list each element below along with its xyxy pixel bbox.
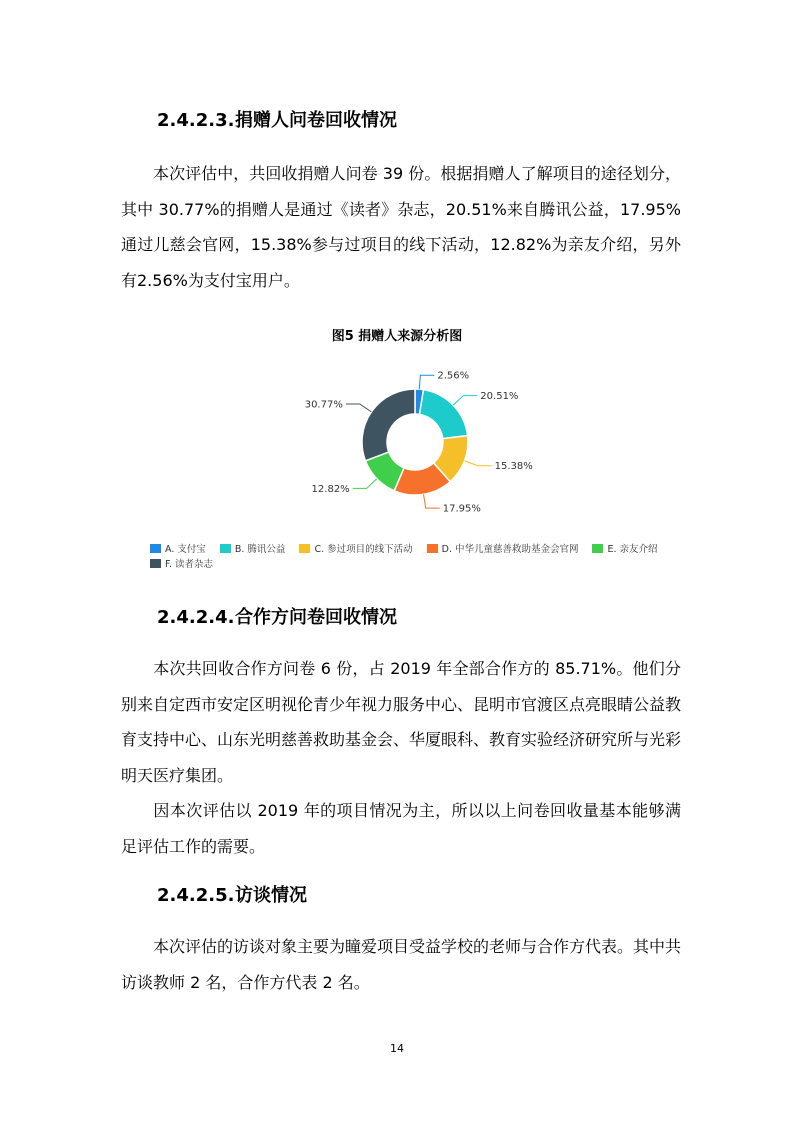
section-heading-2424	[157, 603, 397, 629]
legend-label: E. 亲友介绍	[607, 544, 658, 555]
figure-title: 图5 捐赠人来源分析图	[331, 329, 463, 344]
section-heading-2425	[157, 881, 307, 907]
section-title: 访谈情况	[235, 885, 307, 906]
section-title: 捐赠人问卷回收情况	[235, 110, 397, 131]
donut-slice	[419, 390, 467, 439]
slice-label: 17.95%	[442, 503, 481, 515]
legend-item	[427, 542, 579, 557]
slice-leader-line	[346, 404, 372, 412]
legend-swatch	[150, 544, 161, 553]
slice-leader-line	[453, 396, 477, 406]
slice-leader-line	[424, 494, 440, 508]
legend-label: D. 中华儿童慈善救助基金会官网	[441, 544, 579, 555]
partner-paragraph-2	[121, 793, 681, 864]
slice-label: 20.51%	[480, 391, 519, 403]
legend-item	[150, 542, 206, 557]
slice-leader-line	[465, 461, 492, 466]
section-number: 2.4.2.4.	[157, 607, 235, 628]
partner-paragraph-1-text: 本次共回收合作方问卷 6 份，占 2019 年全部合作方的 85.71%。他们分别来自定西市安定区明视伦青少年视力服务中心、昆明市官渡区点亮眼睛公益教育支持中心、山东光明慈善救助基金会、华厦眼科、教育实验经济研究所与光彩明天医疗集团。	[121, 659, 682, 785]
legend-swatch	[427, 544, 438, 553]
partner-paragraph-1	[121, 651, 681, 793]
donor-paragraph-text: 本次评估中，共回收捐赠人问卷 39 份。根据捐赠人了解项目的途径划分，其中 30.77%的捐赠人是通过《读者》杂志，20.51%来自腾讯公益，17.95%通过儿慈会官网，15.38%参与过项目的线下活动，12.82%为亲友介绍，另外有2.56%为支付宝用户。	[121, 164, 681, 290]
donut-slice	[362, 389, 415, 461]
legend-swatch	[150, 559, 161, 568]
section-number: 2.4.2.3.	[157, 110, 235, 131]
legend-label: B. 腾讯公益	[234, 544, 286, 555]
slice-leader-line	[419, 375, 434, 389]
slice-label: 2.56%	[437, 370, 470, 382]
donor-source-donut-chart	[0, 350, 794, 540]
section-number: 2.4.2.5.	[157, 885, 235, 906]
legend-item	[592, 542, 657, 557]
chart-legend	[150, 542, 710, 572]
legend-item	[150, 557, 213, 572]
section-title: 合作方问卷回收情况	[235, 607, 397, 628]
legend-label: C. 参过项目的线下活动	[314, 544, 413, 555]
section-heading-2423	[157, 106, 397, 132]
slice-label: 15.38%	[494, 461, 533, 473]
legend-label: F. 读者杂志	[165, 559, 213, 570]
page-number: 14	[390, 1042, 404, 1055]
legend-item	[299, 542, 412, 557]
legend-swatch	[299, 544, 310, 553]
slice-label: 30.77%	[304, 399, 343, 411]
legend-item	[220, 542, 286, 557]
legend-swatch	[220, 544, 231, 553]
slice-leader-line	[353, 479, 377, 489]
partner-paragraph-2-text: 因本次评估以 2019 年的项目情况为主，所以以上问卷回收量基本能够满足评估工作的需要。	[121, 801, 681, 856]
interview-paragraph-text: 本次评估的访谈对象主要为瞳爱项目受益学校的老师与合作方代表。其中共访谈教师 2 名，合作方代表 2 名。	[121, 937, 682, 992]
legend-label: A. 支付宝	[165, 544, 206, 555]
slice-label: 12.82%	[311, 483, 350, 495]
legend-swatch	[592, 544, 603, 553]
interview-paragraph	[121, 929, 681, 1000]
donor-paragraph	[121, 156, 681, 298]
